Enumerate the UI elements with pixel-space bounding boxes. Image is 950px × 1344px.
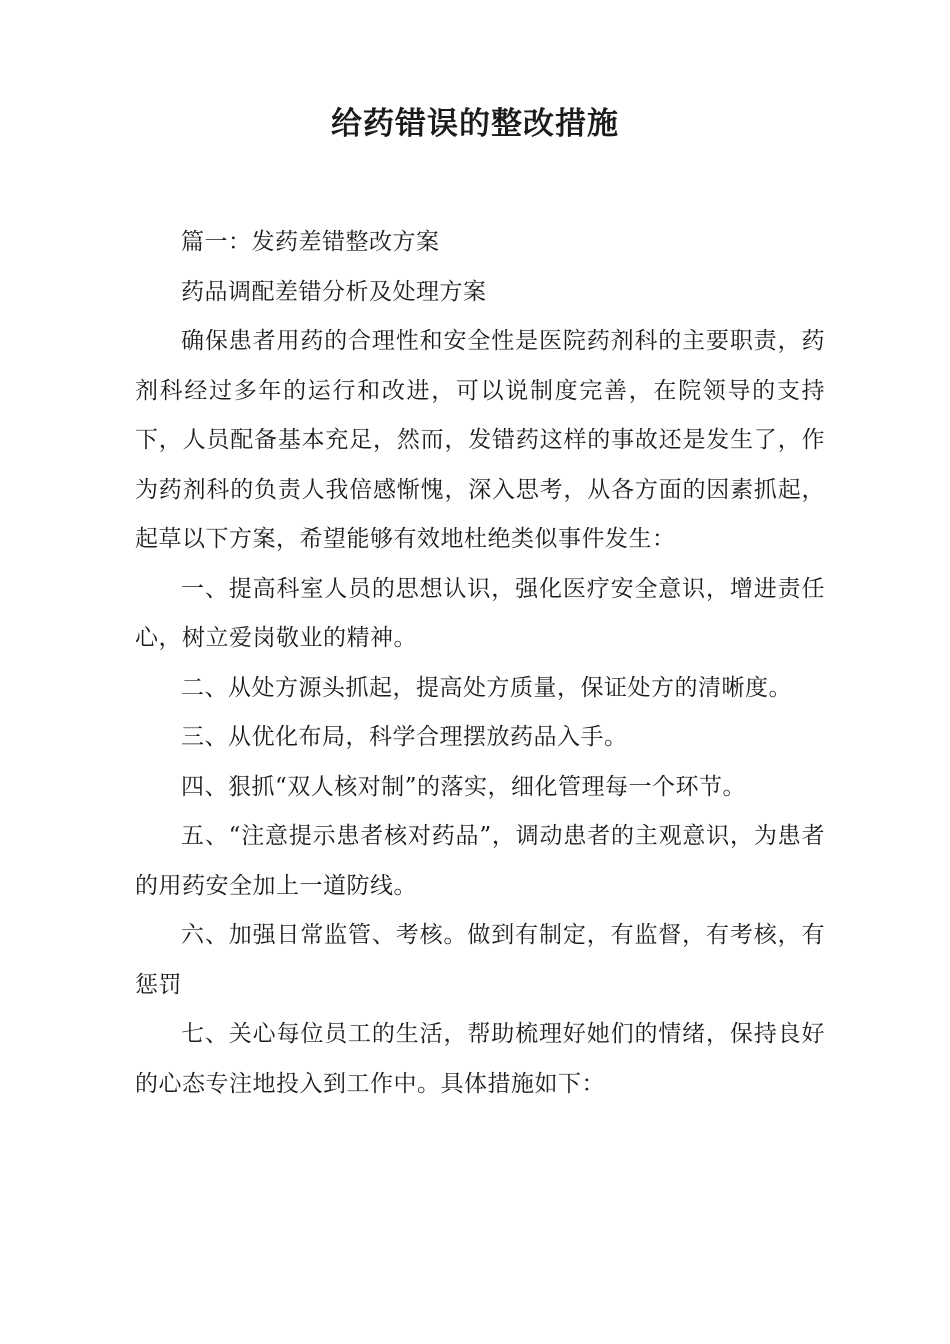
measure-item-1: 一、提高科室人员的思想认识，强化医疗安全意识，增进责任心，树立爱岗敬业的精神。: [135, 575, 825, 651]
measure-item-2: 二、从处方源头抓起，提高处方质量，保证处方的清晰度。: [181, 674, 792, 701]
measure-item-7: 七、关心每位员工的生活，帮助梳理好她们的情绪，保持良好的心态专注地投入到工作中。具体措施如下：: [135, 1021, 825, 1097]
document-body: [135, 218, 825, 1109]
section-heading: 篇一：发药差错整改方案: [181, 229, 440, 255]
measure-item-4: 四、狠抓“双人核对制”的落实，细化管理每一个环节。: [181, 773, 747, 800]
measure-item-3: 三、从优化布局，科学合理摆放药品入手。: [181, 724, 628, 750]
measure-item-5: 五、“注意提示患者核对药品”，调动患者的主观意识，为患者的用药安全加上一道防线。: [135, 823, 825, 899]
subsection-heading: 药品调配差错分析及处理方案: [181, 278, 487, 305]
document-title: 给药错误的整改措施: [331, 106, 619, 142]
measure-item-6: 六、加强日常监管、考核。做到有制定，有监督，有考核，有惩罚: [135, 922, 825, 998]
intro-paragraph: 确保患者用药的合理性和安全性是医院药剂科的主要职责，药剂科经过多年的运行和改进，可以说制度完善，在院领导的支持下，人员配备基本充足，然而，发错药这样的事故还是发生了，作为药剂科的负责人我倍感惭愧，深入思考，从各方面的因素抓起，起草以下方案，希望能够有效地杜绝类似事件发生：: [135, 328, 825, 552]
